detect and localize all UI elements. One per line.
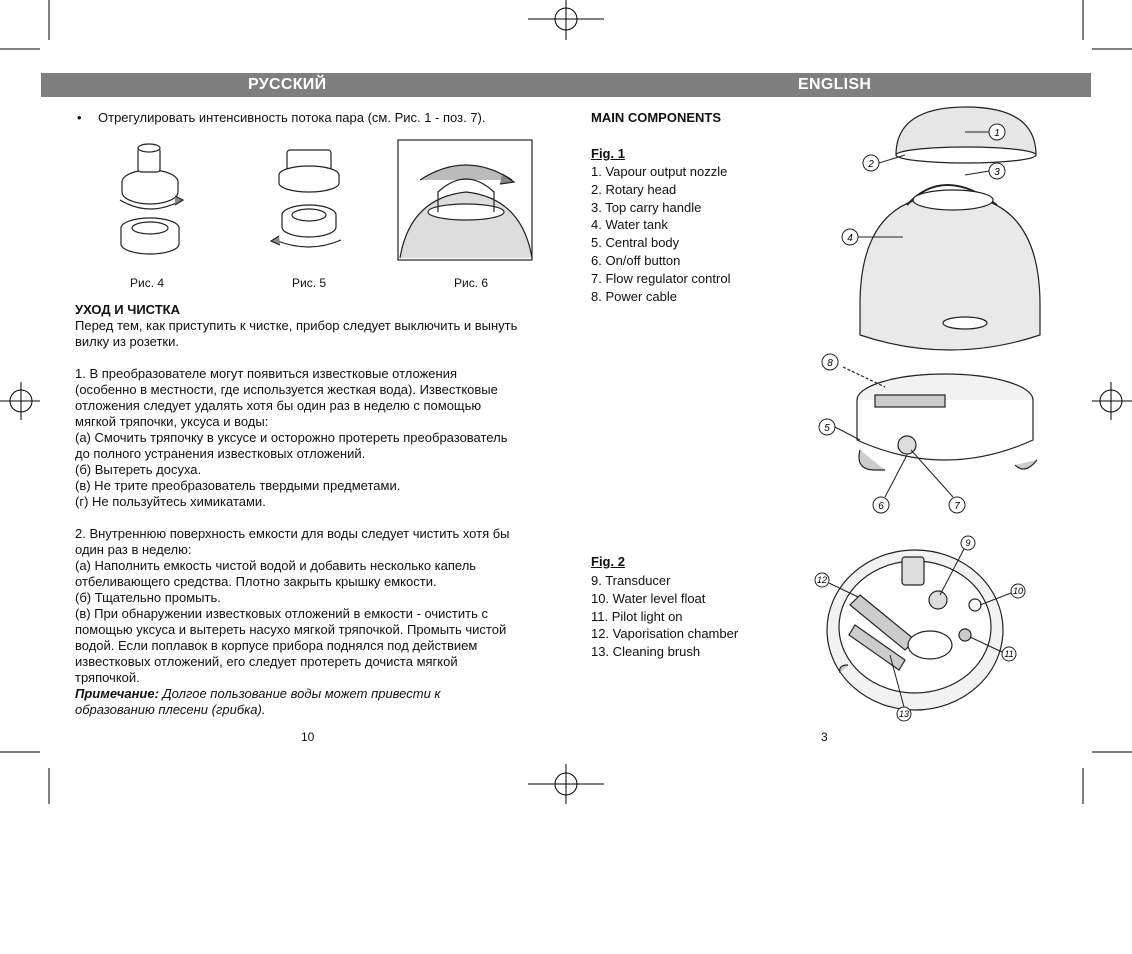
component-item: 9. Transducer	[591, 573, 671, 588]
figure-2-diagram	[810, 535, 1030, 725]
component-item: 13. Cleaning brush	[591, 644, 701, 660]
body-line: отложения следует удалять хотя бы один раз в неделю с помощью	[75, 398, 482, 413]
note-label: Примечание:	[75, 686, 159, 701]
header-russian: РУССКИЙ	[248, 76, 327, 93]
figure-1-diagram	[815, 105, 1015, 515]
body-line: до полного устранения известковых отложений.	[75, 446, 366, 461]
russian-body	[75, 318, 517, 718]
callout-10: 10	[1012, 586, 1024, 596]
body-line: мягкой тряпочки, уксуса и воды:	[75, 414, 269, 429]
caption-fig6: Рис. 6	[454, 276, 489, 290]
fig1-label: Fig. 1	[591, 146, 625, 161]
figure-5-illustration	[255, 140, 375, 270]
body-line: Перед тем, как приступить к чистке, прибор следует выключить и вынуть	[75, 318, 518, 333]
header-english: ENGLISH	[798, 76, 872, 93]
fig2-list	[591, 572, 738, 661]
page-number-right: 3	[821, 730, 828, 744]
body-line: водой. Если поплавок в корпусе прибора поднялся под действием	[75, 638, 478, 653]
body-line: 2. Внутреннюю поверхность емкости для воды следует чистить хотя бы	[75, 526, 510, 541]
body-line: (б) Тщательно промыть.	[75, 590, 221, 605]
callout-5: 5	[824, 423, 830, 434]
note-line-1	[75, 686, 517, 702]
body-line: 1. В преобразователе могут появиться известковые отложения	[75, 366, 457, 381]
callout-6: 6	[878, 501, 884, 512]
main-components-title: MAIN COMPONENTS	[591, 110, 721, 125]
component-item: 7. Flow regulator control	[591, 270, 731, 286]
callout-9: 9	[965, 538, 971, 548]
body-line: помощью уксуса и вытереть насухо мягкой тряпочкой. Промыть чистой	[75, 622, 507, 637]
bullet-text: Отрегулировать интенсивность потока пара (см. Рис. 1 - поз. 7).	[98, 110, 486, 125]
component-item: 12. Vaporisation chamber	[591, 626, 739, 642]
body-line	[75, 510, 517, 526]
callout-4: 4	[847, 233, 853, 244]
callout-12: 12	[816, 575, 828, 585]
body-line: (в) Не трите преобразователь твердыми предметами.	[75, 478, 401, 493]
callout-2: 2	[868, 159, 874, 170]
note-text-1: Долгое пользование воды может привести к	[158, 686, 441, 701]
component-item: 5. Central body	[591, 235, 680, 251]
callout-3: 3	[994, 167, 1000, 178]
body-line: (а) Наполнить емкость чистой водой и добавить несколько капель	[75, 558, 477, 573]
body-line: (в) При обнаружении известковых отложений в емкости - очистить с	[75, 606, 488, 621]
component-item: 10. Water level float	[591, 590, 706, 606]
fig2-label: Fig. 2	[591, 554, 625, 569]
callout-13: 13	[898, 709, 910, 719]
callout-1: 1	[994, 128, 1000, 139]
bullet-dot: •	[77, 110, 82, 125]
component-item: 6. On/off button	[591, 252, 681, 268]
component-item: 1. Vapour output nozzle	[591, 164, 728, 179]
callout-8: 8	[827, 358, 833, 369]
body-line: один раз в неделю:	[75, 542, 192, 557]
body-line: (а) Смочить тряпочку в уксусе и осторожно протереть преобразователь	[75, 430, 508, 445]
body-line: (особенно в местности, где используется жесткая вода). Известковые	[75, 382, 498, 397]
body-line: (б) Вытереть досуха.	[75, 462, 202, 477]
note-line-2: образованию плесени (грибка).	[75, 702, 266, 717]
body-line: тряпочкой.	[75, 670, 140, 685]
header-bar	[41, 73, 1091, 97]
component-item: 3. Top carry handle	[591, 199, 702, 215]
body-line	[75, 350, 517, 366]
fig1-list	[591, 163, 730, 305]
component-item: 11. Pilot light on	[591, 608, 683, 624]
figure-6-illustration	[398, 140, 534, 262]
body-line: (г) Не пользуйтесь химикатами.	[75, 494, 266, 509]
component-item: 4. Water tank	[591, 217, 668, 233]
callout-11: 11	[1004, 649, 1014, 659]
component-item: 2. Rotary head	[591, 181, 677, 197]
figure-4-illustration	[100, 140, 220, 270]
component-item: 8. Power cable	[591, 288, 677, 304]
body-line: отбеливающего средства. Плотно закрыть крышку емкости.	[75, 574, 437, 589]
body-line: вилку из розетки.	[75, 334, 179, 349]
caption-fig4: Рис. 4	[130, 276, 165, 290]
body-line: известковых отложений, его следует протереть дочиста мягкой	[75, 654, 458, 669]
page-number-left: 10	[301, 730, 315, 744]
section-title-care: УХОД И ЧИСТКА	[75, 302, 180, 317]
caption-fig5: Рис. 5	[292, 276, 327, 290]
callout-7: 7	[954, 501, 960, 512]
